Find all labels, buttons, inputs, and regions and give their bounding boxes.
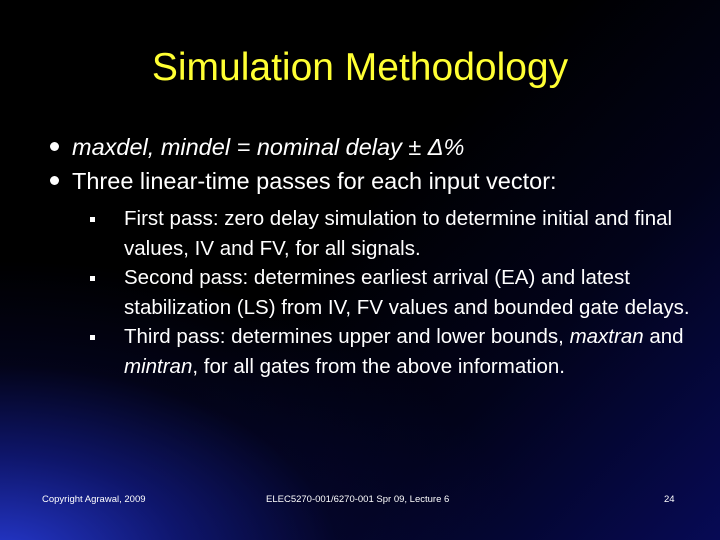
bullet-list (50, 130, 690, 381)
sub-bullet-text: Second pass: determines earliest arrival (EA) and latest stabilization (LS) from IV, FV values and bounded gate delays. (124, 266, 690, 319)
mintran-term: mintran (124, 354, 193, 378)
square-bullet-icon (90, 276, 95, 281)
bullet-text: maxdel, mindel = nominal delay ± Δ% (72, 134, 465, 160)
sub-bullet-third-pass (80, 322, 698, 381)
bullet-item-passes (50, 164, 690, 381)
sub-bullet-list (80, 204, 698, 381)
bullet-text: Three linear-time passes for each input vector: (72, 168, 557, 194)
sub-bullet-text-after: , for all gates from the above information. (192, 354, 565, 378)
bullet-item-delay (50, 130, 690, 164)
footer-copyright: Copyright Agrawal, 2009 (42, 494, 146, 505)
square-bullet-icon (90, 217, 95, 222)
slide-title: Simulation Methodology (151, 46, 569, 89)
sub-bullet-first-pass (80, 204, 698, 263)
maxtran-term: maxtran (569, 325, 644, 348)
footer-course: ELEC5270-001/6270-001 Spr 09, Lecture 6 (266, 494, 450, 505)
sub-bullet-text-before: Third pass: determines upper and lower bounds, (124, 325, 570, 348)
square-bullet-icon (90, 335, 95, 340)
sub-bullet-text: First pass: zero delay simulation to determine initial and final values, IV and FV, for all signals. (124, 207, 673, 260)
bullet-dot-icon (50, 176, 59, 185)
bullet-dot-icon (50, 142, 59, 151)
sub-bullet-text-mid: and (643, 325, 684, 348)
sub-bullet-second-pass (80, 263, 698, 322)
slide-number: 24 (664, 494, 675, 505)
